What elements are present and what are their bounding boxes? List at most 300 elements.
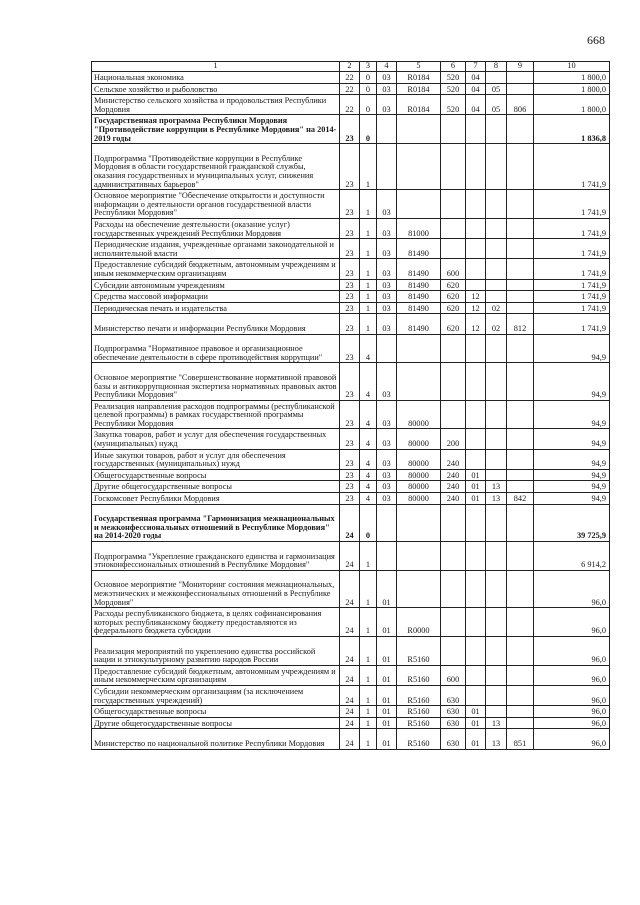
cell-c9 [507,449,534,469]
cell-c6 [441,239,466,259]
cell-c8: 13 [486,729,507,749]
cell-c4: 03 [377,429,397,449]
cell-c4: 03 [377,400,397,429]
cell-c5: R5160 [397,637,441,666]
cell-c6 [441,363,466,400]
cell-c4: 01 [377,686,397,706]
cell-c9 [507,144,534,190]
cell-c10: 96,0 [534,729,610,749]
cell-c6: 630 [441,686,466,706]
cell-c2: 23 [340,115,360,144]
cell-c3: 1 [360,302,377,314]
cell-c3: 0 [360,115,377,144]
cell-c5: 80000 [397,449,441,469]
row-name-cell: Сельское хозяйство и рыболовство [92,83,340,95]
cell-c3: 1 [360,729,377,749]
cell-c4: 01 [377,570,397,607]
cell-c9 [507,608,534,637]
cell-c7 [466,504,486,541]
cell-c2: 23 [340,469,360,481]
row-name-cell: Периодические издания, учрежденные органами законодательной и исполнительной власти [92,239,340,259]
row-name-cell: Иные закупки товаров, работ и услуг для обеспечения государственных (муниципальных) нужд [92,449,340,469]
cell-c6: 240 [441,449,466,469]
cell-c8 [486,291,507,303]
cell-c5: 81000 [397,218,441,238]
cell-c8: 13 [486,717,507,729]
cell-c3: 0 [360,95,377,115]
cell-c10: 1 741,9 [534,259,610,279]
cell-c10: 39 725,9 [534,504,610,541]
cell-c10: 96,0 [534,570,610,607]
cell-c5: 81490 [397,291,441,303]
cell-c6 [441,115,466,144]
row-name-cell: Общегосударственные вопросы [92,706,340,718]
cell-c8 [486,608,507,637]
table-row [92,481,610,493]
cell-c10: 94,9 [534,400,610,429]
table-row [92,608,610,637]
cell-c3: 1 [360,144,377,190]
header-cell: 1 [92,62,340,72]
cell-c9 [507,686,534,706]
cell-c3: 0 [360,504,377,541]
cell-c6 [441,334,466,363]
cell-c5: 80000 [397,481,441,493]
cell-c6 [441,504,466,541]
table-row [92,314,610,334]
cell-c9 [507,218,534,238]
cell-c10: 1 741,9 [534,144,610,190]
cell-c5: 80000 [397,429,441,449]
cell-c2: 23 [340,259,360,279]
cell-c6 [441,144,466,190]
cell-c9 [507,72,534,84]
cell-c9 [507,83,534,95]
row-name-cell: Основное мероприятие "Мониторинг состояния межнациональных, межэтнических и межконфессиональных отношений в Республике Мордовия" [92,570,340,607]
cell-c10: 1 741,9 [534,302,610,314]
cell-c4 [377,542,397,571]
cell-c8 [486,115,507,144]
cell-c6: 620 [441,314,466,334]
cell-c6 [441,400,466,429]
cell-c5: R0184 [397,83,441,95]
cell-c7: 01 [466,717,486,729]
cell-c4: 03 [377,469,397,481]
cell-c9 [507,665,534,685]
cell-c2: 24 [340,637,360,666]
cell-c2: 24 [340,504,360,541]
cell-c9: 806 [507,95,534,115]
row-name-cell: Подпрограмма "Противодействие коррупции в Республике Мордовия в области государственной гражданской службы, оказания государственных и муниципальных услуг, снижения административных барьеров" [92,144,340,190]
cell-c5: R5160 [397,665,441,685]
cell-c4: 01 [377,637,397,666]
cell-c7: 04 [466,83,486,95]
cell-c3: 1 [360,314,377,334]
cell-c10: 1 741,9 [534,279,610,291]
cell-c8: 02 [486,302,507,314]
cell-c3: 1 [360,542,377,571]
cell-c8 [486,334,507,363]
cell-c9 [507,291,534,303]
cell-c3: 1 [360,259,377,279]
cell-c10: 94,9 [534,469,610,481]
cell-c7 [466,400,486,429]
cell-c3: 4 [360,493,377,505]
cell-c3: 1 [360,706,377,718]
cell-c10: 1 800,0 [534,95,610,115]
cell-c7 [466,279,486,291]
cell-c7 [466,334,486,363]
page-number: 668 [587,33,605,47]
row-name-cell: Закупка товаров, работ и услуг для обеспечения государственных (муниципальных) нужд [92,429,340,449]
cell-c6 [441,637,466,666]
header-cell: 2 [340,62,360,72]
cell-c4: 03 [377,449,397,469]
table-row [92,363,610,400]
cell-c6 [441,542,466,571]
cell-c8 [486,637,507,666]
cell-c8 [486,239,507,259]
cell-c2: 23 [340,493,360,505]
row-name-cell: Основное мероприятие "Обеспечение открытости и доступности информации о деятельности органов государственной власти Республики Мордовия" [92,190,340,219]
cell-c6 [441,218,466,238]
table-row [92,72,610,84]
cell-c8 [486,449,507,469]
row-name-cell: Субсидии некоммерческим организациям (за исключением государственных учреждений) [92,686,340,706]
header-cell: 6 [441,62,466,72]
cell-c5: 80000 [397,469,441,481]
cell-c9 [507,637,534,666]
cell-c7 [466,144,486,190]
cell-c4: 01 [377,729,397,749]
cell-c2: 23 [340,291,360,303]
header-cell: 8 [486,62,507,72]
cell-c3: 1 [360,291,377,303]
cell-c6: 620 [441,279,466,291]
cell-c10: 96,0 [534,665,610,685]
cell-c4: 03 [377,279,397,291]
table-row [92,334,610,363]
cell-c5: R5160 [397,686,441,706]
cell-c3: 4 [360,400,377,429]
cell-c4: 01 [377,608,397,637]
cell-c2: 24 [340,686,360,706]
cell-c9 [507,190,534,219]
cell-c8: 13 [486,493,507,505]
cell-c2: 22 [340,72,360,84]
cell-c9 [507,334,534,363]
cell-c3: 1 [360,608,377,637]
cell-c7 [466,570,486,607]
cell-c8: 13 [486,481,507,493]
cell-c9 [507,469,534,481]
table-row [92,637,610,666]
cell-c2: 23 [340,481,360,493]
cell-c8: 02 [486,314,507,334]
cell-c8 [486,279,507,291]
row-name-cell: Министерство печати и информации Республики Мордовия [92,314,340,334]
cell-c5: 81490 [397,314,441,334]
cell-c5: R5160 [397,717,441,729]
cell-c5: 81490 [397,302,441,314]
table-row [92,717,610,729]
cell-c2: 23 [340,144,360,190]
cell-c10: 1 741,9 [534,190,610,219]
cell-c2: 23 [340,190,360,219]
cell-c3: 4 [360,481,377,493]
cell-c10: 96,0 [534,706,610,718]
row-name-cell: Реализация мероприятий по укреплению единства российской нации и этнокультурному развитию народов России [92,637,340,666]
cell-c8 [486,665,507,685]
cell-c2: 23 [340,449,360,469]
cell-c7 [466,542,486,571]
row-name-cell: Предоставление субсидий бюджетным, автономным учреждениям и иным некоммерческим организациям [92,665,340,685]
cell-c6 [441,570,466,607]
cell-c3: 0 [360,72,377,84]
cell-c4: 03 [377,314,397,334]
header-cell: 5 [397,62,441,72]
cell-c4: 03 [377,239,397,259]
cell-c6: 240 [441,469,466,481]
cell-c4: 03 [377,190,397,219]
cell-c7: 12 [466,314,486,334]
budget-table [91,61,610,750]
cell-c10: 1 741,9 [534,218,610,238]
cell-c2: 23 [340,279,360,291]
cell-c6: 630 [441,729,466,749]
table-row [92,686,610,706]
cell-c9 [507,400,534,429]
row-name-cell: Общегосударственные вопросы [92,469,340,481]
row-name-cell: Средства массовой информации [92,291,340,303]
table-row [92,706,610,718]
cell-c3: 1 [360,717,377,729]
cell-c3: 1 [360,190,377,219]
cell-c7: 04 [466,72,486,84]
cell-c5: 81490 [397,279,441,291]
cell-c6: 240 [441,481,466,493]
cell-c3: 1 [360,570,377,607]
cell-c8 [486,706,507,718]
cell-c2: 23 [340,302,360,314]
cell-c5 [397,542,441,571]
table-row [92,190,610,219]
cell-c8 [486,469,507,481]
cell-c2: 24 [340,706,360,718]
table-row [92,291,610,303]
header-cell: 9 [507,62,534,72]
cell-c4 [377,334,397,363]
row-name-cell: Подпрограмма "Нормативное правовое и организационное обеспечение деятельности в сфере противодействия коррупции" [92,334,340,363]
cell-c2: 24 [340,665,360,685]
row-name-cell: Другие общегосударственные вопросы [92,481,340,493]
cell-c5: R5160 [397,729,441,749]
cell-c7: 01 [466,706,486,718]
cell-c8 [486,429,507,449]
cell-c3: 4 [360,469,377,481]
header-cell: 7 [466,62,486,72]
cell-c7 [466,637,486,666]
cell-c3: 4 [360,334,377,363]
cell-c2: 23 [340,429,360,449]
table-row [92,259,610,279]
cell-c10: 1 741,9 [534,239,610,259]
cell-c2: 24 [340,729,360,749]
table-row [92,144,610,190]
cell-c7 [466,665,486,685]
table-row [92,570,610,607]
table-row [92,449,610,469]
cell-c9: 842 [507,493,534,505]
cell-c4 [377,115,397,144]
cell-c5: 80000 [397,493,441,505]
cell-c7: 01 [466,493,486,505]
cell-c10: 94,9 [534,481,610,493]
table-row [92,400,610,429]
cell-c7 [466,190,486,219]
cell-c4: 03 [377,291,397,303]
cell-c9 [507,363,534,400]
cell-c5: R0000 [397,608,441,637]
cell-c7 [466,239,486,259]
table-row [92,302,610,314]
table-row [92,729,610,749]
cell-c8 [486,72,507,84]
cell-c8 [486,400,507,429]
cell-c7 [466,429,486,449]
cell-c6: 520 [441,95,466,115]
row-name-cell: Периодическая печать и издательства [92,302,340,314]
cell-c7 [466,218,486,238]
cell-c7: 01 [466,729,486,749]
cell-c9: 812 [507,314,534,334]
cell-c8 [486,144,507,190]
cell-c4: 03 [377,95,397,115]
cell-c6: 600 [441,665,466,685]
cell-c6: 630 [441,706,466,718]
cell-c7: 12 [466,291,486,303]
cell-c6: 520 [441,83,466,95]
cell-c5 [397,190,441,219]
cell-c7 [466,686,486,706]
cell-c10: 1 836,8 [534,115,610,144]
row-name-cell: Государственная программа "Гармонизация межнациональных и межконфессиональных отношений в Республике Мордовия" на 2014-2020 годы [92,504,340,541]
cell-c7: 01 [466,481,486,493]
table-row [92,218,610,238]
cell-c10: 6 914,2 [534,542,610,571]
cell-c6: 520 [441,72,466,84]
cell-c2: 23 [340,400,360,429]
cell-c5: R5160 [397,706,441,718]
cell-c6: 600 [441,259,466,279]
cell-c8: 05 [486,95,507,115]
row-name-cell: Основное мероприятие "Совершенствование нормативной правовой базы и антикоррупционная экспертиза нормативных правовых актов Республики Мордовия" [92,363,340,400]
cell-c9 [507,279,534,291]
cell-c3: 4 [360,429,377,449]
cell-c6 [441,190,466,219]
cell-c2: 23 [340,363,360,400]
cell-c7 [466,363,486,400]
cell-c10: 1 741,9 [534,314,610,334]
cell-c4: 01 [377,706,397,718]
cell-c6: 240 [441,493,466,505]
cell-c4 [377,504,397,541]
cell-c10: 1 800,0 [534,83,610,95]
cell-c10: 94,9 [534,334,610,363]
cell-c4: 03 [377,218,397,238]
row-name-cell: Субсидии автономным учреждениям [92,279,340,291]
table-row [92,542,610,571]
header-cell: 10 [534,62,610,72]
cell-c5: 81490 [397,259,441,279]
cell-c4 [377,144,397,190]
cell-c8 [486,570,507,607]
table-row [92,95,610,115]
cell-c4: 03 [377,72,397,84]
cell-c10: 94,9 [534,449,610,469]
cell-c8 [486,504,507,541]
header-cell: 3 [360,62,377,72]
cell-c3: 1 [360,279,377,291]
row-name-cell: Госкомсовет Республики Мордовия [92,493,340,505]
cell-c6: 200 [441,429,466,449]
cell-c9 [507,717,534,729]
cell-c9 [507,259,534,279]
cell-c7 [466,115,486,144]
cell-c9: 851 [507,729,534,749]
cell-c2: 22 [340,83,360,95]
cell-c3: 1 [360,239,377,259]
cell-c10: 1 800,0 [534,72,610,84]
table-row [92,665,610,685]
table-row [92,115,610,144]
cell-c3: 1 [360,637,377,666]
header-cell: 4 [377,62,397,72]
cell-c9 [507,570,534,607]
row-name-cell: Государственная программа Республики Мордовия "Противодействие коррупции в Республике Мордовия" на 2014-2019 годы [92,115,340,144]
cell-c8 [486,190,507,219]
table-header-row [92,62,610,72]
cell-c4: 03 [377,259,397,279]
cell-c7: 01 [466,469,486,481]
cell-c3: 1 [360,686,377,706]
cell-c9 [507,504,534,541]
cell-c2: 24 [340,608,360,637]
cell-c7 [466,259,486,279]
cell-c4: 03 [377,481,397,493]
cell-c4: 03 [377,83,397,95]
cell-c4: 03 [377,302,397,314]
cell-c9 [507,429,534,449]
cell-c3: 1 [360,218,377,238]
cell-c4: 01 [377,717,397,729]
cell-c10: 94,9 [534,429,610,449]
cell-c7 [466,449,486,469]
cell-c4: 03 [377,363,397,400]
cell-c10: 94,9 [534,363,610,400]
cell-c10: 94,9 [534,493,610,505]
cell-c6: 620 [441,291,466,303]
cell-c5 [397,363,441,400]
row-name-cell: Подпрограмма "Укрепление гражданского единства и гармонизация этноконфессиональных отношений в Республике Мордовия" [92,542,340,571]
cell-c7: 12 [466,302,486,314]
cell-c8 [486,686,507,706]
table-row [92,279,610,291]
cell-c4: 01 [377,665,397,685]
cell-c3: 1 [360,665,377,685]
cell-c10: 1 741,9 [534,291,610,303]
cell-c8 [486,363,507,400]
